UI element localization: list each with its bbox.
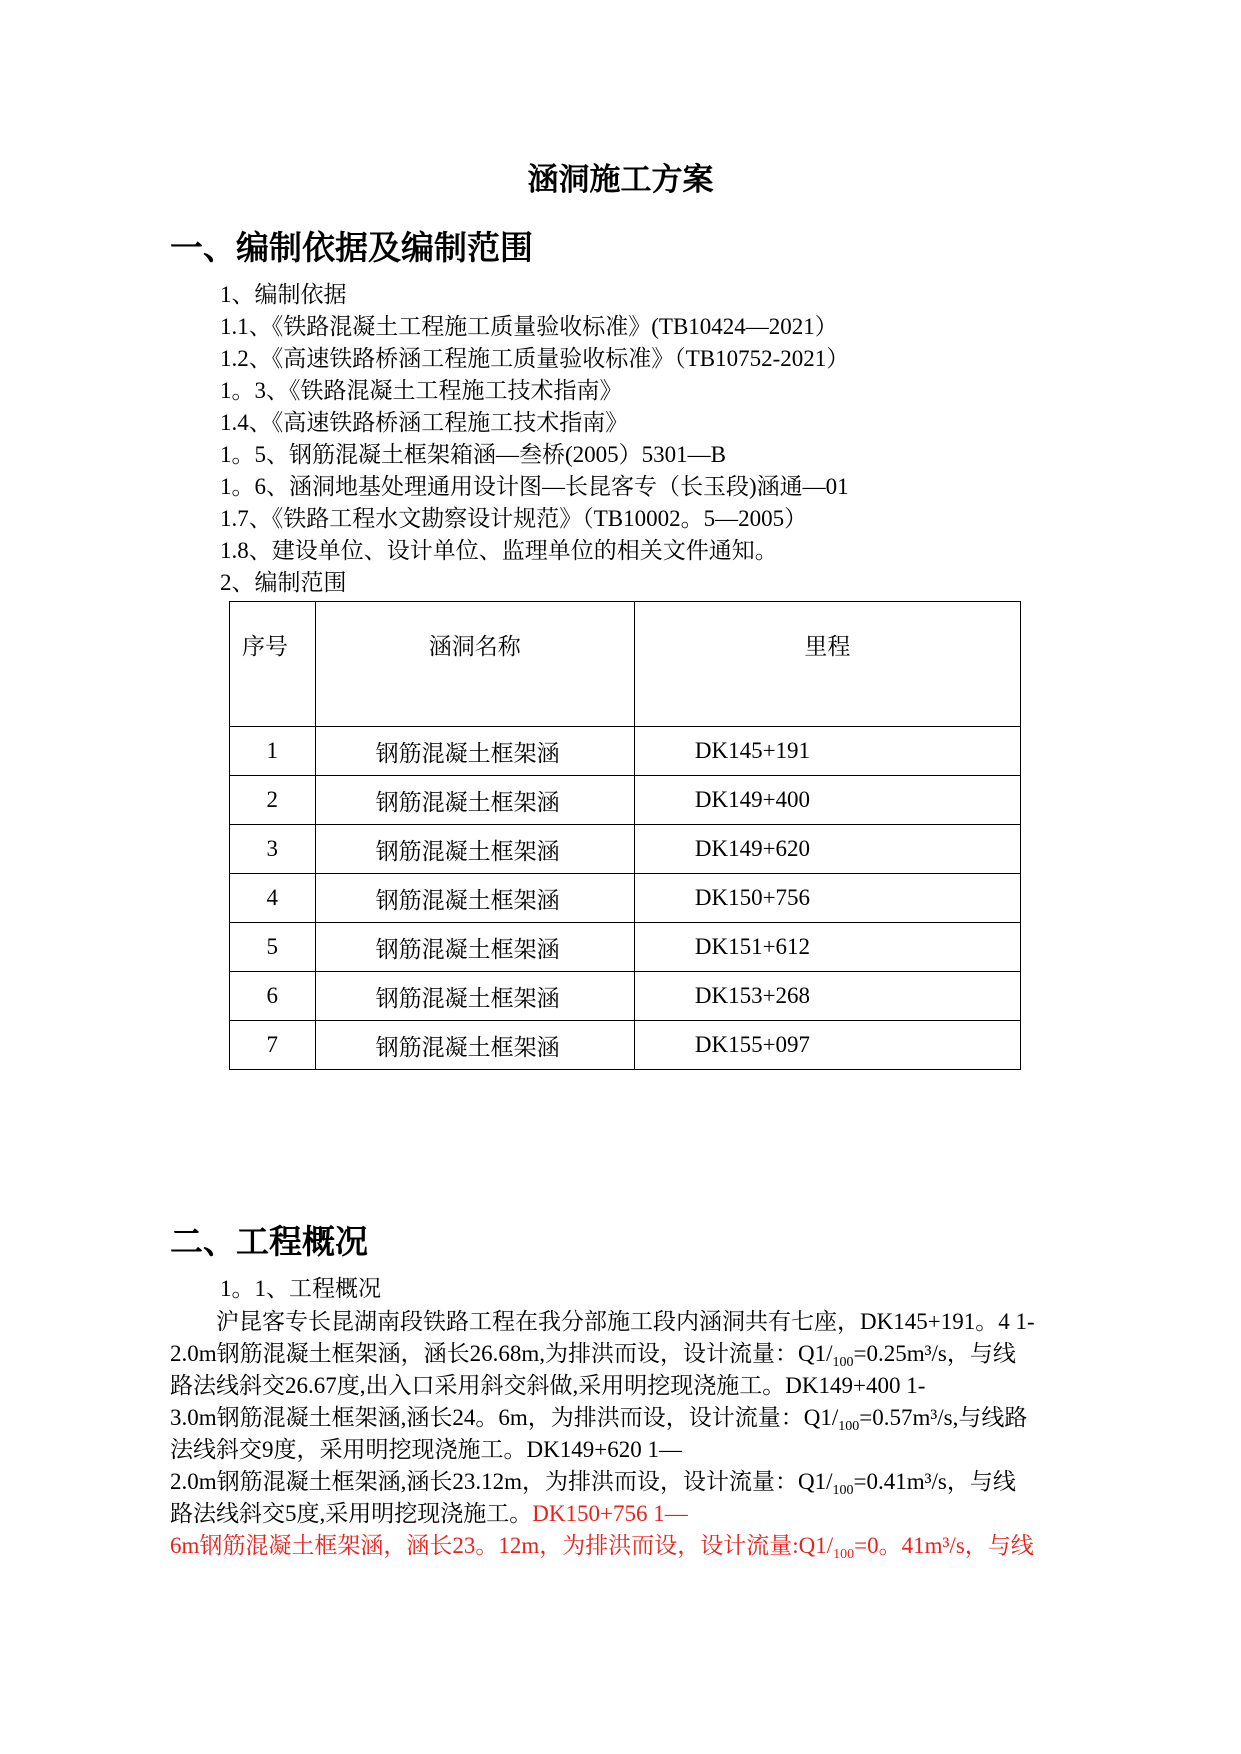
cell-mileage: DK151+612: [634, 923, 1020, 972]
section-2-heading: 二、工程概况: [170, 1225, 368, 1261]
cell-culvert-name: 钢筋混凝土框架涵: [315, 972, 634, 1021]
overview-sub-heading: 1。1、工程概况: [220, 1276, 381, 1301]
line-text: 法线斜交9度，采用明挖现浇施工。DK149+620 1—: [170, 1437, 682, 1462]
line-text: 2.0m钢筋混凝土框架涵,涵长23.12m，为排洪而设，设计流量：Q1/: [170, 1469, 833, 1494]
table-row: [230, 776, 1021, 825]
culvert-scope-table: [229, 601, 1021, 1070]
cell-serial-no: 1: [230, 727, 316, 776]
line-text: 沪昆客专长昆湖南段铁路工程在我分部施工段内涵洞共有七座，DK145+191。4 1-: [170, 1309, 1035, 1334]
document-title: 涵洞施工方案: [527, 162, 714, 197]
line-text-tail: =0。41m³/s，与线: [854, 1533, 1034, 1558]
paragraph-line: [170, 1402, 1110, 1434]
line-text-tail: =0.25m³/s，与线: [853, 1341, 1016, 1366]
cell-culvert-name: 钢筋混凝土框架涵: [315, 874, 634, 923]
table-row: [230, 923, 1021, 972]
line-text: 路法线斜交5度,采用明挖现浇施工。: [170, 1501, 533, 1526]
table-row: [230, 874, 1021, 923]
highlighted-paragraph-line: [170, 1530, 1110, 1562]
header-mileage: 里程: [634, 602, 1020, 727]
section-1-heading: 一、编制依据及编制范围: [170, 231, 533, 267]
flow-subscript: 100: [832, 1355, 854, 1370]
cell-culvert-name: 钢筋混凝土框架涵: [315, 727, 634, 776]
paragraph-line: [170, 1370, 1110, 1402]
line-text: 3.0m钢筋混凝土框架涵,涵长24。6m，为排洪而设，设计流量：Q1/: [170, 1405, 839, 1430]
cell-serial-no: 7: [230, 1021, 316, 1070]
paragraph-line: [170, 1498, 1110, 1530]
basis-item-8: 1.8、建设单位、设计单位、监理单位的相关文件通知。: [220, 538, 778, 563]
cell-mileage: DK149+620: [634, 825, 1020, 874]
basis-item-1: 1.1、《铁路混凝土工程施工质量验收标准》(TB10424—2021）: [220, 314, 838, 339]
cell-culvert-name: 钢筋混凝土框架涵: [315, 1021, 634, 1070]
table-row: [230, 727, 1021, 776]
cell-mileage: DK153+268: [634, 972, 1020, 1021]
cell-serial-no: 6: [230, 972, 316, 1021]
cell-mileage: DK155+097: [634, 1021, 1020, 1070]
flow-subscript: 100: [838, 1419, 860, 1434]
basis-heading: 1、编制依据: [220, 282, 347, 307]
table-header-row: [230, 602, 1021, 727]
line-text-tail: =0.57m³/s,与线路: [859, 1405, 1028, 1430]
basis-item-2: 1.2、《高速铁路桥涵工程施工质量验收标准》（TB10752-2021）: [220, 346, 850, 371]
cell-culvert-name: 钢筋混凝土框架涵: [315, 923, 634, 972]
table-row: [230, 825, 1021, 874]
flow-subscript: 100: [832, 1483, 854, 1498]
paragraph-line: [170, 1434, 1110, 1466]
basis-item-5: 1。5、钢筋混凝土框架箱涵—叁桥(2005）5301—B: [220, 442, 726, 467]
flow-subscript: 100: [833, 1547, 855, 1562]
overview-paragraph: [170, 1306, 1110, 1562]
basis-item-4: 1.4、《高速铁路桥涵工程施工技术指南》: [220, 410, 629, 435]
paragraph-line: [170, 1306, 1110, 1338]
cell-mileage: DK145+191: [634, 727, 1020, 776]
line-text-tail: =0.41m³/s，与线: [853, 1469, 1016, 1494]
line-text: 路法线斜交26.67度,出入口采用斜交斜做,采用明挖现浇施工。DK149+400 1-: [170, 1373, 926, 1398]
table-row: [230, 972, 1021, 1021]
cell-serial-no: 5: [230, 923, 316, 972]
cell-mileage: DK150+756: [634, 874, 1020, 923]
scope-heading: 2、编制范围: [220, 570, 347, 595]
line-text: 2.0m钢筋混凝土框架涵，涵长26.68m,为排洪而设，设计流量：Q1/: [170, 1341, 833, 1366]
paragraph-line: [170, 1338, 1110, 1370]
header-serial-no: 序号: [230, 602, 316, 727]
cell-culvert-name: 钢筋混凝土框架涵: [315, 776, 634, 825]
cell-serial-no: 2: [230, 776, 316, 825]
cell-serial-no: 4: [230, 874, 316, 923]
basis-item-7: 1.7、《铁路工程水文勘察设计规范》（TB10002。5—2005）: [220, 506, 808, 531]
paragraph-line: [170, 1466, 1110, 1498]
line-text: 6m钢筋混凝土框架涵，涵长23。12m，为排洪而设，设计流量:Q1/: [170, 1533, 834, 1558]
table-row: [230, 1021, 1021, 1070]
header-culvert-name: 涵洞名称: [315, 602, 634, 727]
cell-mileage: DK149+400: [634, 776, 1020, 825]
cell-serial-no: 3: [230, 825, 316, 874]
cell-culvert-name: 钢筋混凝土框架涵: [315, 825, 634, 874]
basis-item-3: 1。3、《铁路混凝土工程施工技术指南》: [220, 378, 623, 403]
basis-item-6: 1。6、涵洞地基处理通用设计图—长昆客专（长玉段)涵通—01: [220, 474, 849, 499]
highlighted-text: DK150+756 1—: [532, 1501, 688, 1526]
